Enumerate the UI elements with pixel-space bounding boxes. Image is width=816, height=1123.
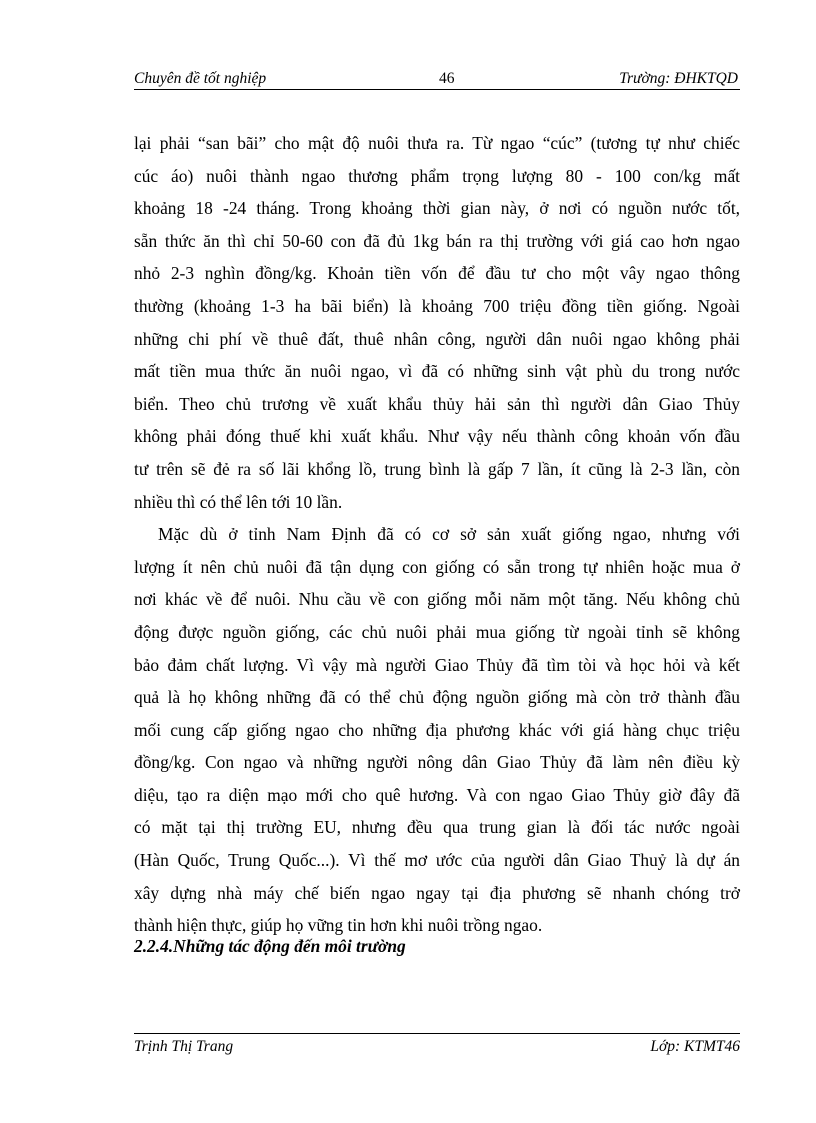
header-divider	[134, 89, 740, 90]
text-line: xây dựng nhà máy chế biến ngao ngay tại địa phương sẽ nhanh chóng trở	[134, 882, 740, 903]
text-line: cúc áo) nuôi thành ngao thương phẩm trọng lượng 80 - 100 con/kg mất	[134, 165, 740, 186]
text-line: sẵn thức ăn thì chỉ 50-60 con đã đủ 1kg bán ra thị trường với giá cao hơn ngao	[134, 230, 740, 251]
text-line: nhỏ 2-3 nghìn đồng/kg. Khoản tiền vốn để đầu tư cho một vây ngao thông	[134, 263, 740, 284]
text-line: nhiều thì có thể lên tới 10 lần.	[134, 491, 343, 512]
text-line: biển. Theo chủ trương về xuất khẩu thủy hải sản thì người dân Giao Thủy	[134, 393, 740, 414]
header-school: Trường: ĐHKTQD	[619, 70, 738, 87]
text-line: (Hàn Quốc, Trung Quốc...). Vì thế mơ ước của người dân Giao Thuỷ là dự án	[134, 850, 740, 871]
text-line: đồng/kg. Con ngao và những người nông dân Giao Thủy đã làm nên điều kỳ	[134, 752, 740, 773]
body-text	[134, 127, 740, 942]
header-document-type: Chuyên đề tốt nghiệp	[134, 70, 267, 87]
text-line: không phải đóng thuế khi xuất khẩu. Như vậy nếu thành công khoản vốn đầu	[134, 426, 740, 447]
text-line: bảo đảm chất lượng. Vì vậy mà người Giao Thủy đã tìm tòi và học hỏi và kết	[134, 654, 740, 675]
page-footer	[134, 1038, 740, 1060]
paragraph-1	[134, 127, 740, 518]
text-line: Mặc dù ở tỉnh Nam Định đã có cơ sở sản xuất giống ngao, nhưng với	[158, 524, 740, 545]
paragraph-2	[134, 518, 740, 942]
footer-divider	[134, 1033, 740, 1034]
text-line: mất tiền mua thức ăn nuôi ngao, vì đã có những sinh vật phù du trong nước	[134, 361, 740, 382]
text-line: khoảng 18 -24 tháng. Trong khoảng thời gian này, ở nơi có nguồn nước tốt,	[134, 198, 740, 219]
text-line: mối cung cấp giống ngao cho những địa phương khác với giá hàng chục triệu	[134, 719, 740, 740]
footer-author: Trịnh Thị Trang	[134, 1038, 234, 1055]
text-line: lại phải “san bãi” cho mật độ nuôi thưa ra. Từ ngao “cúc” (tương tự như chiếc	[134, 133, 740, 153]
text-line: quả là họ không những đã có thể chủ động nguồn giống mà còn trở thành đầu	[134, 687, 740, 708]
text-line: có mặt tại thị trường EU, nhưng đều qua trung gian là đối tác nước ngoài	[134, 817, 740, 838]
text-line: lượng ít nên chủ nuôi đã tận dụng con giống có sẵn trong tự nhiên hoặc mua ở	[134, 556, 740, 577]
text-line: thành hiện thực, giúp họ vững tin hơn khi nuôi trồng ngao.	[134, 915, 543, 936]
section-heading: 2.2.4.Những tác động đến môi trường	[134, 936, 406, 956]
text-line: nơi khác về để nuôi. Nhu cầu về con giống mỗi năm một tăng. Nếu không chủ	[134, 589, 740, 610]
text-line: thường (khoảng 1-3 ha bãi biển) là khoảng 700 triệu đồng tiền giống. Ngoài	[134, 295, 740, 316]
text-line: động được nguồn giống, các chủ nuôi phải mua giống từ ngoài tỉnh sẽ không	[134, 621, 740, 642]
header-page-number: 46	[439, 70, 455, 87]
page-header	[134, 70, 740, 90]
text-line: tư trên sẽ đẻ ra số lãi khổng lồ, trung bình là gấp 7 lần, ít cũng là 2-3 lần, còn	[134, 458, 740, 479]
text-line: diệu, tạo ra diện mạo mới cho quê hương. Và con ngao Giao Thủy giờ đây đã	[134, 784, 740, 805]
text-line: những chi phí về thuê đất, thuê nhân công, người dân nuôi ngao không phải	[134, 328, 740, 349]
footer-class: Lớp: KTMT46	[650, 1038, 740, 1055]
